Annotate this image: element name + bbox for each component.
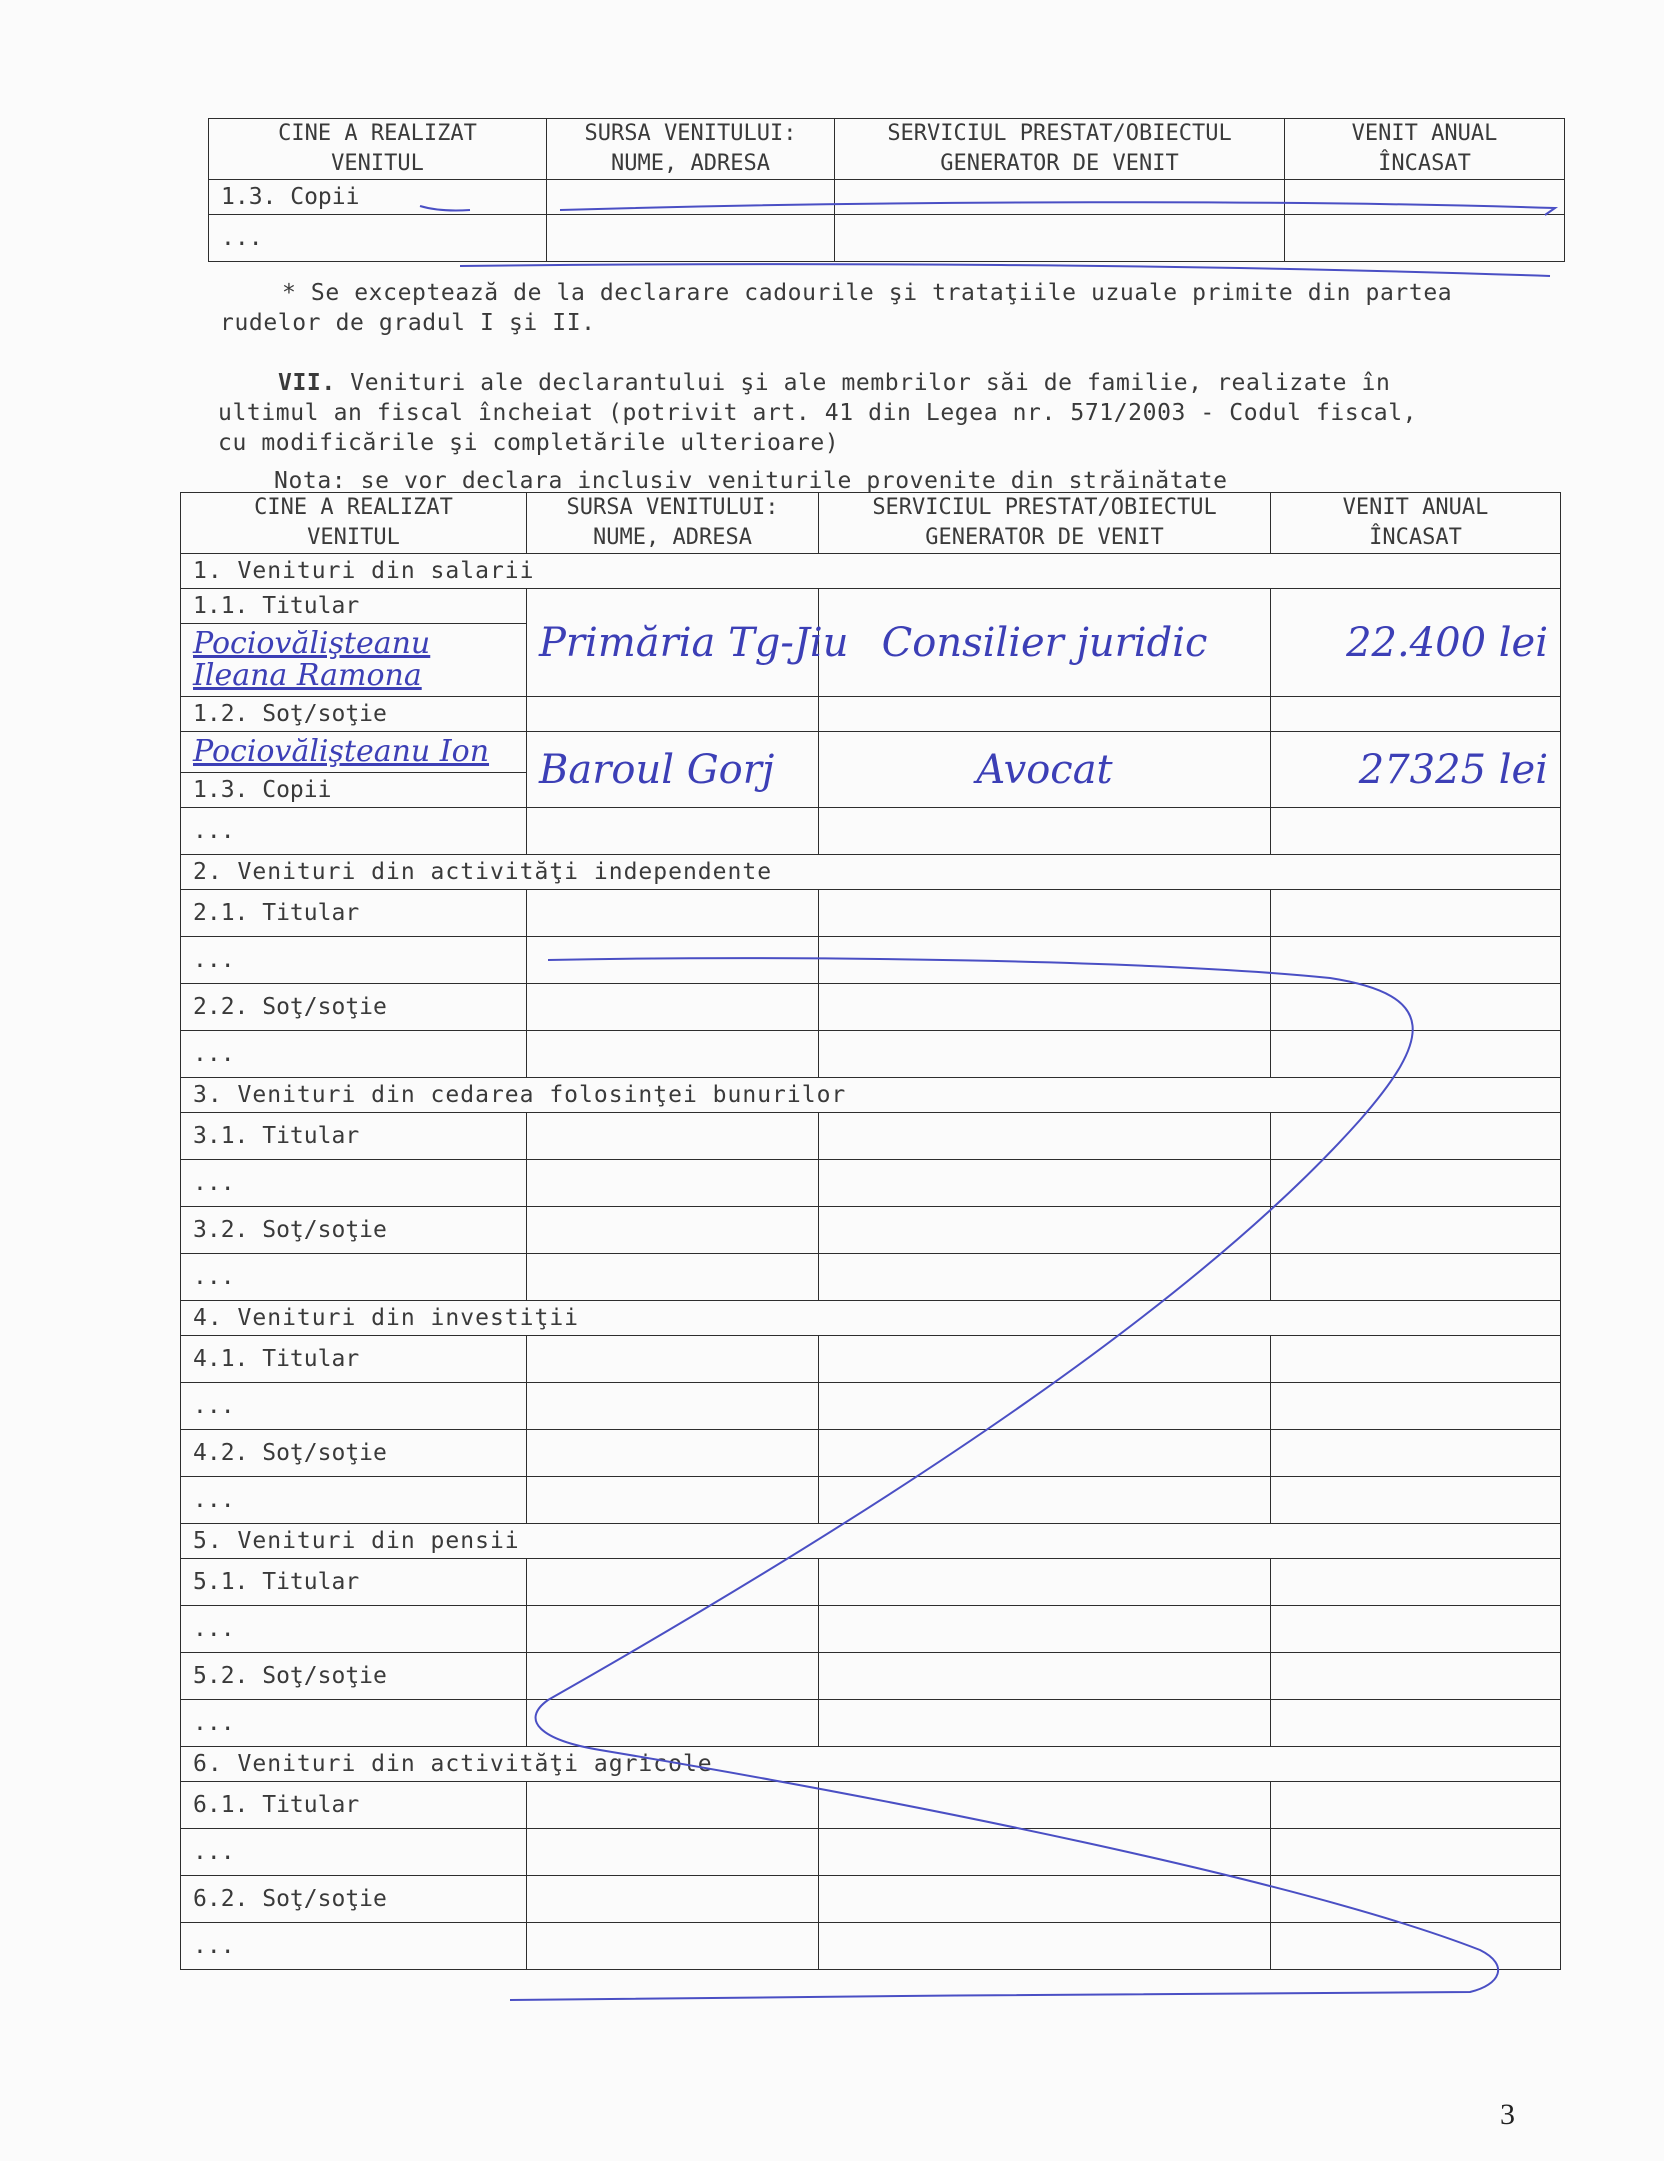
- footnote-line: rudelor de gradul I şi II.: [220, 310, 596, 336]
- row-label: ...: [181, 808, 527, 855]
- handwritten-service: Avocat: [819, 732, 1271, 808]
- handwritten-name: Pociovălişteanu Ion: [181, 732, 527, 773]
- handwritten-source: Baroul Gorj: [527, 732, 819, 808]
- row-label: ...: [181, 1031, 527, 1078]
- handwritten-name: Pociovălişteanu Ileana Ramona: [181, 624, 527, 697]
- handwritten-service: Consilier juridic: [819, 589, 1271, 697]
- header-income: VENIT ANUAL ÎNCASAT: [1271, 493, 1561, 554]
- section-title: 3. Venituri din cedarea folosinţei bunurilor: [181, 1078, 1561, 1113]
- handwritten-income: 27325 lei: [1271, 732, 1561, 808]
- row-label: ...: [181, 1606, 527, 1653]
- row-label: ...: [181, 1700, 527, 1747]
- row-label: ...: [181, 1829, 527, 1876]
- header-who: CINE A REALIZAT VENITUL: [181, 493, 527, 554]
- footnote-line: * Se exceptează de la declarare cadourile şi trataţiile uzuale primite din partea: [282, 280, 1453, 306]
- row-label: 6.1. Titular: [181, 1782, 527, 1829]
- header-service: SERVICIUL PRESTAT/OBIECTUL GENERATOR DE VENIT: [835, 119, 1285, 180]
- row-label: 2.2. Soţ/soţie: [181, 984, 527, 1031]
- row-label: 5.1. Titular: [181, 1559, 527, 1606]
- section-number: VII.: [278, 370, 336, 396]
- row-label: ...: [181, 1923, 527, 1970]
- row-label: ...: [181, 1160, 527, 1207]
- row-label: ...: [209, 215, 547, 262]
- section-title: 4. Venituri din investiţii: [181, 1301, 1561, 1336]
- section-title: 2. Venituri din activităţi independente: [181, 855, 1561, 890]
- row-label: 1.3. Copii: [209, 180, 547, 215]
- foreign-income-note: Nota: se vor declara inclusiv veniturile provenite din străinătate: [274, 468, 1228, 494]
- row-label: 3.1. Titular: [181, 1113, 527, 1160]
- header-source: SURSA VENITULUI: NUME, ADRESA: [547, 119, 835, 180]
- row-label: 2.1. Titular: [181, 890, 527, 937]
- section-text: Venituri ale declarantului şi ale membrilor săi de familie, realizate în: [350, 370, 1391, 396]
- row-label: 6.2. Soţ/soţie: [181, 1876, 527, 1923]
- header-service: SERVICIUL PRESTAT/OBIECTUL GENERATOR DE VENIT: [819, 493, 1271, 554]
- row-label: ...: [181, 937, 527, 984]
- header-income: VENIT ANUAL ÎNCASAT: [1285, 119, 1565, 180]
- row-label: 1.1. Titular: [181, 589, 527, 624]
- section-title: 1. Venituri din salarii: [181, 554, 1561, 589]
- handwritten-income: 22.400 lei: [1271, 589, 1561, 697]
- row-label: 5.2. Soţ/soţie: [181, 1653, 527, 1700]
- section-text: ultimul an fiscal încheiat (potrivit art. 41 din Legea nr. 571/2003 - Codul fiscal,: [218, 400, 1418, 426]
- row-label: ...: [181, 1477, 527, 1524]
- row-label: 4.2. Soţ/soţie: [181, 1430, 527, 1477]
- header-source: SURSA VENITULUI: NUME, ADRESA: [527, 493, 819, 554]
- row-label: 1.2. Soţ/soţie: [181, 697, 527, 732]
- row-label: 4.1. Titular: [181, 1336, 527, 1383]
- row-label: ...: [181, 1383, 527, 1430]
- row-label: 3.2. Soţ/soţie: [181, 1207, 527, 1254]
- handwritten-source: Primăria Tg-Jiu: [527, 589, 819, 697]
- section-title: 5. Venituri din pensii: [181, 1524, 1561, 1559]
- section-text: cu modificările şi completările ulterioare): [218, 430, 840, 456]
- row-label: 1.3. Copii: [181, 773, 527, 808]
- header-who: CINE A REALIZAT VENITUL: [209, 119, 547, 180]
- row-label: ...: [181, 1254, 527, 1301]
- section-title: 6. Venituri din activităţi agricole: [181, 1747, 1561, 1782]
- page-number: 3: [1500, 2098, 1515, 2131]
